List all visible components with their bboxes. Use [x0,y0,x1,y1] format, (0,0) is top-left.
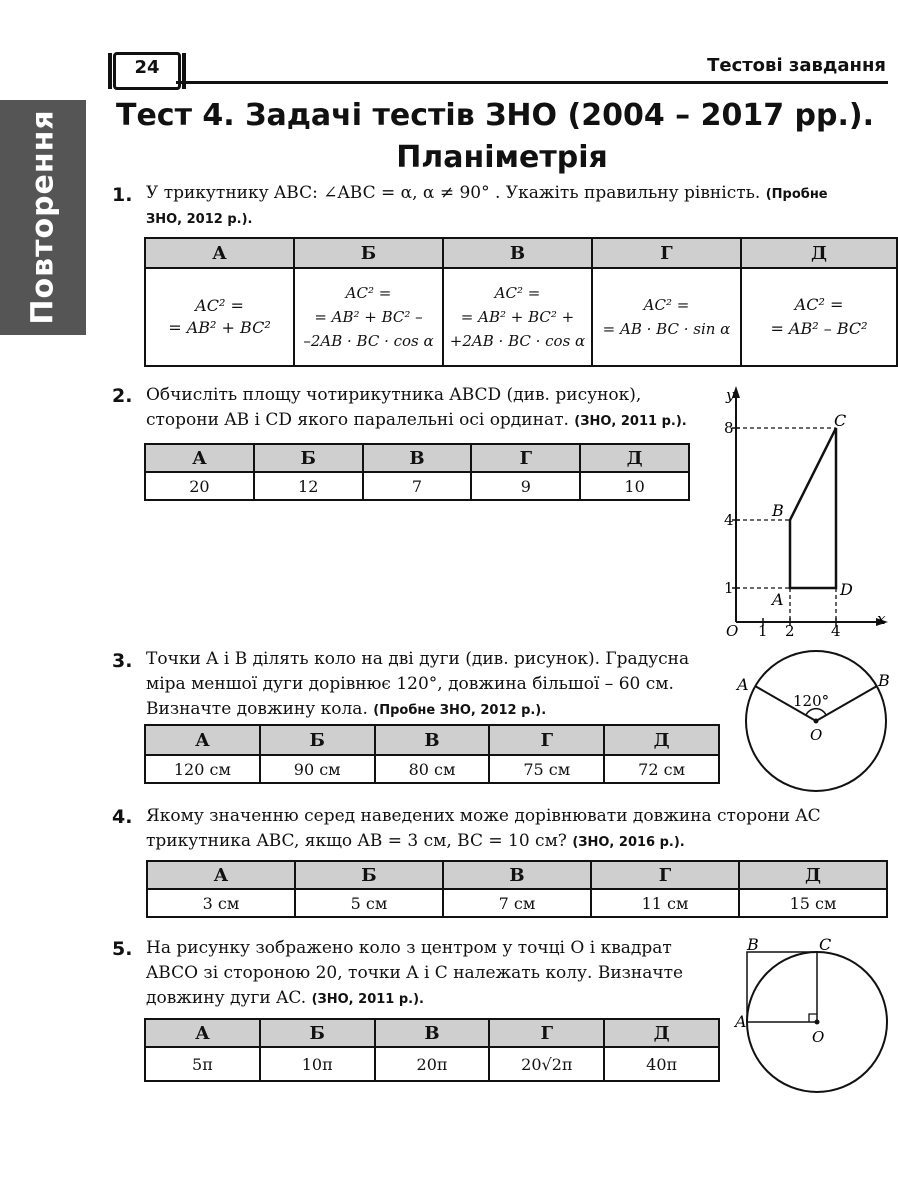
q3-option-value: 75 см [489,755,604,783]
q3-option-letter: Г [489,725,604,755]
q3-option-value: 80 см [375,755,490,783]
q1-option-v-line: AC² = [494,284,541,302]
q2-option-value: 7 [363,472,472,500]
q4-option-value: 11 см [591,889,739,917]
quadrilateral-abcd [790,428,836,588]
y-axis-label: y [726,386,735,404]
point-c-label: C [819,935,832,954]
q3-option-letter: В [375,725,490,755]
q5-option-value: 20√2π [489,1047,604,1081]
q1-option-a [145,268,294,366]
q1-option-g-line: AC² = [643,296,690,314]
q4-option-value: 15 см [739,889,887,917]
question-4-line2 [146,829,888,855]
q2-option-letter: Г [471,444,580,472]
angle-label: 120° [793,692,830,710]
q1-option-v-line: = AB² + BC² + [460,308,575,326]
question-5-line2: ABCO зі стороною 20, точки A і C належать колу. Визначте [146,963,684,983]
x-tick-2: 2 [785,622,795,640]
x-axis-label: x [877,610,886,628]
question-5-line3-text: довжину дуги AC. [146,988,307,1008]
q1-option-b-line: AC² = [345,284,392,302]
q5-option-value: 40π [604,1047,719,1081]
question-1-number: 1. [112,184,133,206]
q5-option-letter: А [145,1019,260,1047]
q3-option-value: 72 см [604,755,719,783]
q2-option-value: 10 [580,472,689,500]
q1-option-letter: Д [741,238,897,268]
question-3-line3 [146,697,726,723]
center-point [814,719,819,724]
y-tick-1: 1 [724,579,734,597]
q2-option-value: 9 [471,472,580,500]
page-box-bar-left [108,53,112,89]
q4-option-value: 7 см [443,889,591,917]
point-d-label: D [840,580,853,599]
q3-option-letter: Д [604,725,719,755]
center-point [815,1020,820,1025]
q1-option-letter: А [145,238,294,268]
question-4-number: 4. [112,806,133,828]
q5-option-letter: Б [260,1019,375,1047]
q1-option-letter: Г [592,238,741,268]
y-tick-8: 8 [724,419,734,437]
q1-option-d [741,268,897,366]
question-4-text [146,804,888,855]
question-5-text [146,936,726,1012]
question-3-text [146,647,726,723]
question-1-source-inline: (Пробне [765,187,828,202]
origin-label: O [726,622,739,640]
q5-option-value: 20π [375,1047,490,1081]
question-2-answer-table [144,443,690,501]
question-2-text [146,383,706,434]
question-2-line1: Обчисліть площу чотирикутника ABCD (див. рисунок), [146,385,642,405]
q1-option-a-line: AC² = [195,296,244,315]
q4-option-letter: Б [295,861,443,889]
q1-option-v-line: +2AB · BC · cos α [449,332,586,350]
q3-option-letter: Б [260,725,375,755]
question-5-figure [733,934,888,1114]
question-2-line2-text: сторони AB і CD якого паралельні осі ординат. [146,410,569,430]
q1-option-g-line: = AB · BC · sin α [602,320,731,338]
question-1-answer-table [144,237,898,367]
page-number: 24 [134,57,160,78]
center-label: O [812,1028,825,1046]
q3-option-value: 120 см [145,755,260,783]
point-c-label: C [834,411,847,430]
question-1-line1: У трикутнику ABC: ∠ABC = α, α ≠ 90° . Укажіть правильну рівність. [146,183,761,203]
side-tab [0,100,86,335]
q2-option-value: 20 [145,472,254,500]
question-2-figure [722,380,888,638]
question-2-source: (ЗНО, 2011 р.). [574,414,687,429]
question-4-source: (ЗНО, 2016 р.). [572,835,685,850]
q5-option-letter: В [375,1019,490,1047]
q4-option-value: 3 см [147,889,295,917]
q4-option-value: 5 см [295,889,443,917]
question-5-line3 [146,986,726,1012]
q2-option-letter: В [363,444,472,472]
question-4-line2-text: трикутника ABC, якщо AB = 3 см, BC = 10 см? [146,831,567,851]
section-title: Тестові завдання [707,55,886,76]
q5-option-value: 10π [260,1047,375,1081]
y-tick-4: 4 [724,511,734,529]
point-b-label: B [747,935,759,954]
q5-option-letter: Г [489,1019,604,1047]
q1-option-v [443,268,592,366]
q2-option-value: 12 [254,472,363,500]
question-3-line1: Точки A і B ділять коло на дві дуги (див. рисунок). Градусна [146,649,690,669]
q4-option-letter: В [443,861,591,889]
q1-option-g [592,268,741,366]
question-3-number: 3. [112,650,133,672]
x-tick-1: 1 [758,622,768,640]
question-5-source: (ЗНО, 2011 р.). [311,992,424,1007]
q1-option-letter: В [443,238,592,268]
question-1-text [146,181,828,207]
q5-option-letter: Д [604,1019,719,1047]
test-subtitle: Планіметрія [396,140,608,175]
q1-option-a-line: = AB² + BC² [168,318,271,337]
q5-option-value: 5π [145,1047,260,1081]
side-tab-label: Повторення [25,109,61,325]
question-3-answer-table [144,724,720,784]
q1-option-letter: Б [294,238,443,268]
q1-option-b-line: = AB² + BC² – [314,308,423,326]
q1-option-d-line: = AB² – BC² [770,319,868,338]
test-title-rest: Задачі тестів ЗНО (2004 – 2017 рр.). [234,98,874,133]
question-3-figure [735,648,888,793]
question-4-answer-table [146,860,888,918]
page-number-box [113,52,181,90]
test-title [116,98,888,133]
question-2-line2 [146,408,706,434]
question-3-line2: міра меншої дуги дорівнює 120°, довжина більшої – 60 см. [146,674,674,694]
center-label: O [810,726,823,744]
question-4-line1: Якому значенню серед наведених може дорівнювати довжина сторони AC [146,806,821,826]
point-a-label: A [772,590,784,609]
point-b-label: B [772,501,784,520]
question-1-source: ЗНО, 2012 р.). [146,212,253,227]
question-3-source: (Пробне ЗНО, 2012 р.). [373,703,547,718]
q1-option-d-line: AC² = [794,295,844,314]
point-b-label: B [878,671,890,690]
q3-option-value: 90 см [260,755,375,783]
q2-option-letter: Д [580,444,689,472]
point-a-label: A [737,675,749,694]
q3-option-letter: А [145,725,260,755]
question-2-number: 2. [112,385,133,407]
question-3-line3-text: Визначте довжину кола. [146,699,368,719]
question-5-number: 5. [112,938,133,960]
q1-option-b [294,268,443,366]
q4-option-letter: А [147,861,295,889]
header-rule [176,81,888,84]
q2-option-letter: А [145,444,254,472]
q4-option-letter: Г [591,861,739,889]
test-title-bold: Тест 4. [116,98,235,133]
point-a-label: A [735,1012,747,1031]
question-5-answer-table [144,1018,720,1082]
x-tick-4: 4 [831,622,841,640]
q2-option-letter: Б [254,444,363,472]
q4-option-letter: Д [739,861,887,889]
question-5-line1: На рисунку зображено коло з центром у точці O і квадрат [146,938,672,958]
q1-option-b-line: –2AB · BC · cos α [303,332,434,350]
